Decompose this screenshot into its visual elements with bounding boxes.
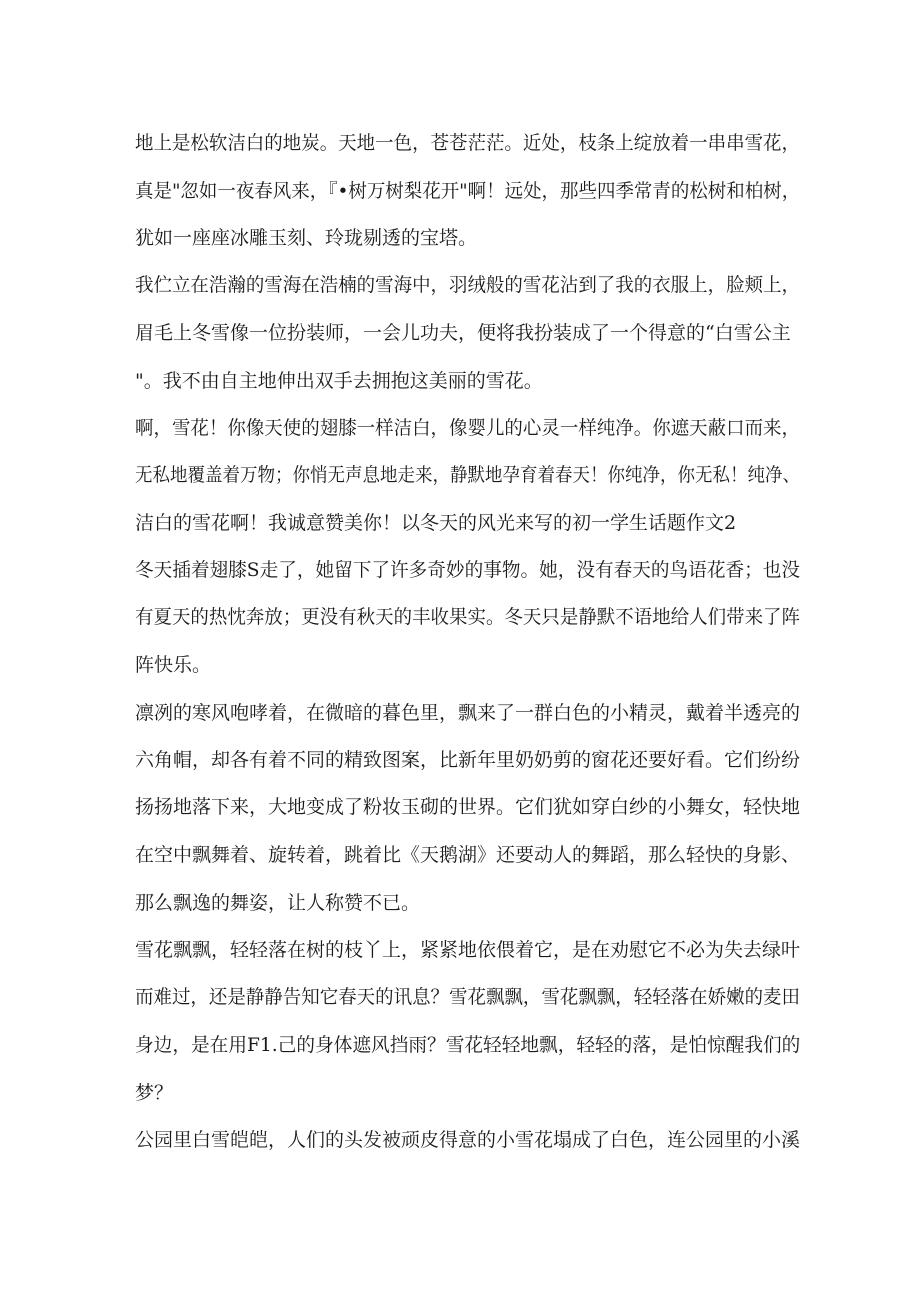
text-line: 凛冽的寒风咆哮着，在微暗的暮色里，飘来了一群白色的小精灵，戴着半透亮的	[135, 702, 801, 724]
text-line: 眉毛上冬雪像一位扮装师，一会儿功夫，便将我扮装成了一个得意的“白雪公主	[135, 322, 791, 344]
text-line: 真是"忽如一夜春风来，『•树万树梨花开"啊！远处，那些四季常青的松树和柏树，	[135, 180, 801, 202]
text-line: 洁白的雪花啊！我诚意赞美你！以冬天的风光来写的初一学生话题作文2	[135, 512, 737, 534]
text-line: 雪花飘飘，轻轻落在树的枝丫上，紧紧地依偎着它，是在劝慰它不必为失去绿叶	[135, 939, 801, 961]
text-line: 有夏天的热忱奔放；更没有秋天的丰收果实。冬天只是静默不语地给人们带来了阵	[135, 606, 800, 628]
text-line: 啊，雪花！你像天使的翅膝一样洁白，像婴儿的心灵一样纯净。你遮天蔽口而来，	[135, 417, 800, 439]
text-line: 六角帽，却各有着不同的精致图案，比新年里奶奶剪的窗花还要好看。它们纷纷	[135, 749, 801, 771]
text-line: 无私地覆盖着万物；你悄无声息地走来，静默地孕育着春天！你纯净，你无私！纯净、	[135, 464, 801, 486]
text-line: 那么飘逸的舞姿，让人称赞不已。	[135, 892, 421, 914]
text-line: 身边，是在用F1.己的身体遮风挡雨？雪花轻轻地飘，轻轻的落，是怕惊醒我们的	[135, 1034, 801, 1056]
text-line: 阵快乐。	[135, 654, 212, 676]
text-line: 扬扬地落下来，大地变成了粉妆玉砌的世界。它们犹如穿白纱的小舞女，轻快地	[135, 796, 801, 818]
text-line: 在空中飘舞着、旋转着，跳着比《天鹅湖》还要动人的舞蹈，那么轻快的身影、	[135, 844, 801, 866]
text-line: 冬天插着翅膝S走了，她留下了许多奇妙的事物。她，没有春天的鸟语花香；也没	[135, 559, 801, 581]
text-line: 公园里白雪皑皑，人们的头发被顽皮得意的小雪花塌成了白色，连公园里的小溪	[135, 1129, 801, 1151]
text-line: 而难过，还是静静告知它春天的讯息？雪花飘飘，雪花飘飘，轻轻落在娇嫩的麦田	[135, 986, 800, 1008]
text-line: 梦？	[135, 1082, 174, 1104]
text-line: 犹如一座座冰雕玉刻、玲珑剔透的宝塔。	[135, 227, 478, 249]
text-line: 我伫立在浩瀚的雪海在浩楠的雪海中，羽绒般的雪花沾到了我的衣服上，脸颊上，	[135, 274, 800, 296]
text-line: "。我不由自主地伸出双手去拥抱这美丽的雪花。	[135, 370, 543, 392]
text-line: 地上是松软洁白的地炭。天地一色，苍苍茫茫。近处，枝条上绽放着一串串雪花，	[135, 132, 800, 154]
